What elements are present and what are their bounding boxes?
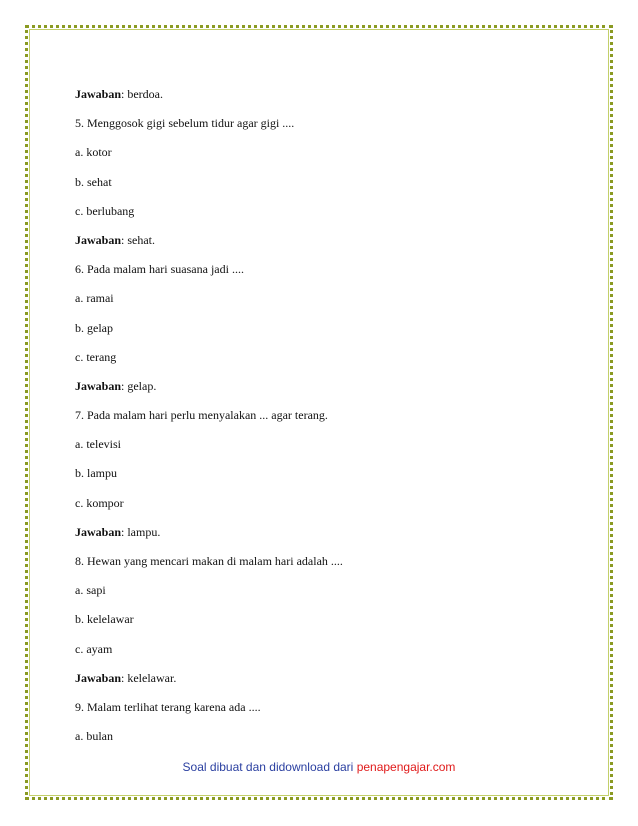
line-text: : berdoa. [121, 87, 163, 101]
answer-line [75, 671, 575, 686]
question-line [75, 145, 575, 160]
line-text: : lampu. [121, 524, 161, 539]
question-line [75, 729, 575, 744]
footer [0, 760, 638, 775]
line-text: 5. Menggosok gigi sebelum tidur agar gigi .... [75, 116, 295, 131]
line-text: b. kelelawar [75, 612, 134, 627]
answer-label: Jawaban [75, 232, 122, 247]
line-text: 7. Pada malam hari perlu menyalakan ... agar terang. [75, 408, 328, 423]
answer-label: Jawaban [75, 524, 122, 539]
line-text: b. lampu [75, 466, 117, 481]
line-text: a. sapi [75, 583, 106, 598]
question-line [75, 321, 575, 336]
question-line [75, 175, 575, 190]
question-line [75, 583, 575, 598]
document-body [75, 87, 575, 758]
footer-prefix: Soal dibuat dan didownload dari [182, 760, 357, 774]
line-text: c. ayam [75, 641, 113, 656]
question-line [75, 204, 575, 219]
question-line [75, 262, 575, 277]
line-text: 8. Hewan yang mencari makan di malam hari adalah .... [75, 554, 343, 568]
answer-label: Jawaban [75, 378, 122, 393]
answer-line [75, 379, 575, 394]
line-text: c. terang [75, 349, 117, 364]
line-text: : kelelawar. [121, 670, 177, 685]
question-line [75, 291, 575, 306]
footer-site-link[interactable]: penapengajar.com [356, 760, 456, 774]
line-text: 9. Malam terlihat terang karena ada .... [75, 699, 261, 714]
question-line [75, 408, 575, 423]
line-text: b. gelap [75, 320, 113, 335]
question-line [75, 496, 575, 511]
question-line [75, 612, 575, 627]
line-text: 6. Pada malam hari suasana jadi .... [75, 262, 244, 277]
line-text: b. sehat [75, 174, 112, 189]
line-text: a. televisi [75, 437, 121, 452]
line-text: c. berlubang [75, 203, 135, 218]
line-text: : sehat. [121, 232, 156, 247]
question-line [75, 700, 575, 715]
question-line [75, 554, 575, 569]
line-text: c. kompor [75, 495, 124, 510]
answer-line [75, 87, 575, 102]
answer-line [75, 525, 575, 540]
answer-label: Jawaban [75, 670, 122, 685]
question-line [75, 437, 575, 452]
line-text: a. kotor [75, 145, 112, 160]
question-line [75, 116, 575, 131]
line-text: : gelap. [121, 378, 157, 393]
answer-line [75, 233, 575, 248]
question-line [75, 466, 575, 481]
line-text: a. bulan [75, 729, 113, 744]
line-text: a. ramai [75, 291, 114, 306]
question-line [75, 350, 575, 365]
question-line [75, 642, 575, 657]
answer-label: Jawaban [75, 87, 122, 101]
